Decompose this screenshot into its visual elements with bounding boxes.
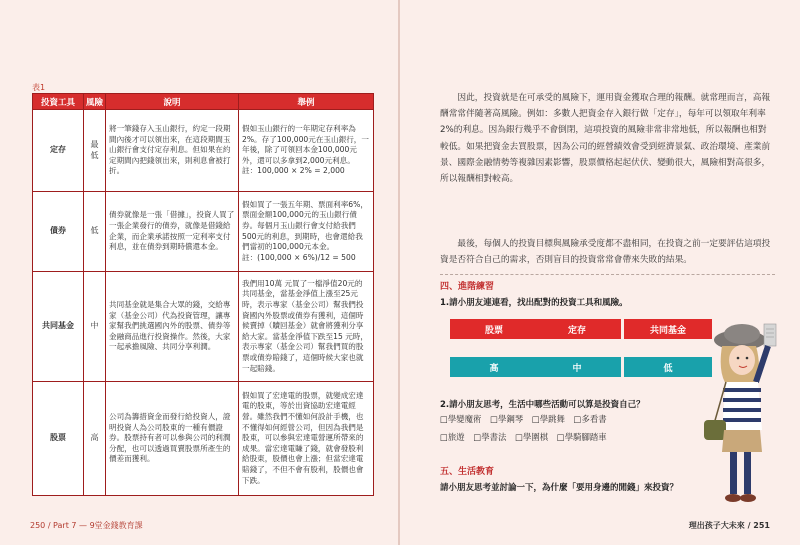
tool-box-deposit[interactable]: 定存 xyxy=(533,319,621,339)
desc-cell: 債券就像是一張「借據」，投資人買了一張企業發行的債券，就像是借錢給企業，而企業承諾按照一定利率支付利息，並在債券到期時償還本金。 xyxy=(106,192,239,272)
tool-box-fund[interactable]: 共同基金 xyxy=(624,319,712,339)
section-heading-life: 五、生活教育 xyxy=(440,467,495,477)
right-page xyxy=(400,0,800,545)
header-risk: 風險 xyxy=(84,94,106,110)
risk-cell: 中 xyxy=(84,272,106,382)
tool-cell: 股票 xyxy=(33,382,84,496)
question-2: 2.請小朋友思考，生活中哪些活動可以算是投資自己？ xyxy=(440,400,645,410)
girl-illustration-icon xyxy=(700,312,790,512)
example-cell: 假如玉山銀行的一年期定存利率為2%。存了100,000元在玉山銀行，一年後，除了可領回本金100,000元外，還可以多拿到2,000元利息。 註：100,000 × 2% = 2,000 xyxy=(239,110,374,192)
desc-cell: 將一筆錢存入玉山銀行，約定一段期間內後才可以領出來，在這段期間玉山銀行會支付定存利息。但如果在約定期間內把錢領出來，則利息會被打折。 xyxy=(106,110,239,192)
tool-cell: 債券 xyxy=(33,192,84,272)
option-checkbox[interactable]: □學變魔術 xyxy=(440,414,482,424)
paragraph-1: 因此，投資就是在可承受的風險下，運用資金獲取合理的報酬。就常理而言，高報酬常常伴隨著高風險。例如：多數人把資金存入銀行做「定存」，每年可以領取年利率2%的利息。因為銀行幾乎不會倒閉，這項投資的風險非常非常地低，所以報酬也相對較低。如果把資金去買股票，因為公司的經營績效會受到經濟景氣、政治環境、產業前景、國際金融情勢等複雜因素影響，股票價格起起伏伏、變動很大，風險相對高很多，所以報酬相對較高。 xyxy=(440,93,771,185)
option-checkbox[interactable]: □學跳舞 xyxy=(531,414,565,424)
option-checkbox[interactable]: □學鋼琴 xyxy=(490,414,524,424)
example-cell: 假如買了宏達電的股票，就變成宏達電的股東，等於出資協助宏達電經營。雖然我們不懂如何設計手機，也不懂得如何經營公司，但因為我們是股東，可以參與宏達電營運所帶來的成果。當宏達電賺了錢，就會發股利給股東，股價也會上漲；但當宏達電賠錢了，不但不會有股利，股價也會下跌。 xyxy=(239,382,374,496)
right-footer: 理出孩子大未來 / 251 xyxy=(688,521,770,530)
section-divider xyxy=(440,274,775,275)
option-checkbox[interactable]: □學圍棋 xyxy=(515,432,549,442)
options-row-2 xyxy=(440,431,613,443)
question-1: 1.請小朋友連連看，找出配對的投資工具和風險。 xyxy=(440,298,628,308)
section-heading-advanced: 四、進階練習 xyxy=(440,282,495,292)
risk-box-medium[interactable]: 中 xyxy=(533,357,621,377)
option-checkbox[interactable]: □旅遊 xyxy=(440,432,465,442)
risk-cell: 高 xyxy=(84,382,106,496)
tool-cell: 共同基金 xyxy=(33,272,84,382)
paragraph-2: 最後，每個人的投資目標與風險承受度都不盡相同，在投資之前一定要評估這項投資是否符合自己的需求，否則盲目的投資常常會帶來失敗的結果。 xyxy=(440,239,771,266)
desc-cell: 公司為籌措資金而發行給投資人，證明投資人為公司股東的一種有價證券。股票持有者可以參與公司的利潤分配，也可以透過買賣股票所產生的價差而獲利。 xyxy=(106,382,239,496)
investment-table xyxy=(32,93,374,496)
example-cell: 假如買了一張五年期、票面利率6%，票面金額100,000元的玉山銀行債券。每個月玉山銀行會支付給我們500元的利息，到期時，也會還給我們當初的100,000元本金。 註：(100,000 × 6%)/12 = 500 xyxy=(239,192,374,272)
table-row xyxy=(33,192,374,272)
example-cell: 我們用10萬 元買了一檔淨值20元的共同基金，當基金淨值上漲至25元時，表示專家（基金公司）幫我們投資國內外股票或債券有獲利，這個時候賣掉（贖回基金）就會將獲利分享給大家。當基金淨值下跌至15 元時，表示專家（基金公司）幫我們買的股票或債券賠錢了，這個時候大家也就一起賠錢。 xyxy=(239,272,374,382)
left-footer: 250 / Part 7 — 9堂金錢教育課 xyxy=(30,521,143,530)
header-desc: 說明 xyxy=(106,94,239,110)
option-checkbox[interactable]: □多看書 xyxy=(573,414,607,424)
header-tool: 投資工具 xyxy=(33,94,84,110)
tool-box-stock[interactable]: 股票 xyxy=(450,319,538,339)
risk-cell: 低 xyxy=(84,192,106,272)
table-row xyxy=(33,110,374,192)
table-row xyxy=(33,382,374,496)
table-label: 表1 xyxy=(32,83,46,92)
desc-cell: 共同基金就是集合大眾的錢，交給專家（基金公司）代為投資管理，讓專家幫我們挑選國內外的股票、債券等金融商品進行投資操作。然後，大家一起承擔風險、共同分享利潤。 xyxy=(106,272,239,382)
option-checkbox[interactable]: □學騎腳踏車 xyxy=(556,432,607,442)
options-row-1 xyxy=(440,413,613,425)
option-checkbox[interactable]: □學書法 xyxy=(473,432,507,442)
left-page xyxy=(0,0,398,545)
risk-box-low[interactable]: 低 xyxy=(624,357,712,377)
table-row xyxy=(33,272,374,382)
risk-cell: 最低 xyxy=(84,110,106,192)
question-3: 請小朋友思考並討論一下，為什麼「要用身邊的閒錢」來投資？ xyxy=(440,483,679,493)
tool-cell: 定存 xyxy=(33,110,84,192)
risk-box-high[interactable]: 高 xyxy=(450,357,538,377)
header-example: 舉例 xyxy=(239,94,374,110)
